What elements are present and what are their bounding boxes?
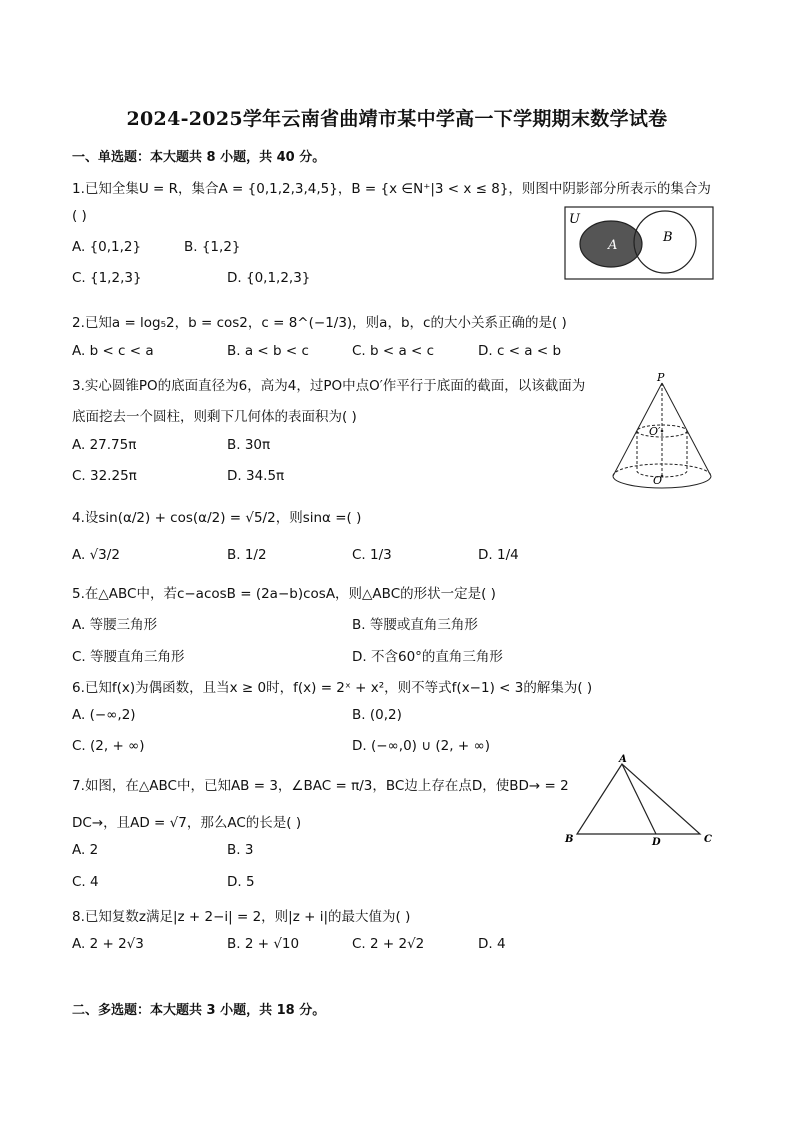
q1-option-a: A. {0,1,2}	[72, 239, 142, 255]
cone-label-o: O	[653, 474, 663, 487]
q3-stem-line2: 底面挖去一个圆柱，则剩下几何体的表面积为( )	[72, 409, 357, 425]
cone-figure	[610, 370, 716, 496]
q1-option-b: B. {1,2}	[184, 239, 241, 255]
venn-label-u: U	[569, 212, 580, 227]
q8-option-c: C. 2 + 2√2	[352, 936, 425, 952]
q5-option-b: B. 等腰或直角三角形	[352, 617, 478, 633]
q6-option-c: C. (2, + ∞)	[72, 738, 145, 754]
q5-option-a: A. 等腰三角形	[72, 617, 158, 633]
cone-label-o-prime: O′	[649, 425, 661, 438]
triangle-label-a: A	[619, 754, 627, 765]
venn-label-b: B	[663, 230, 673, 245]
q5-option-d: D. 不含60°的直角三角形	[352, 649, 503, 665]
q3-option-c: C. 32.25π	[72, 468, 137, 484]
venn-diagram	[562, 205, 716, 281]
q4-option-b: B. 1/2	[227, 547, 267, 563]
q1-option-c: C. {1,2,3}	[72, 270, 142, 286]
q4-option-d: D. 1/4	[478, 547, 519, 563]
q6-option-d: D. (−∞,0) ∪ (2, + ∞)	[352, 738, 490, 754]
triangle-figure	[560, 752, 720, 848]
q2-option-b: B. a < b < c	[227, 343, 309, 359]
q1-option-d: D. {0,1,2,3}	[227, 270, 311, 286]
q7-option-d: D. 5	[227, 874, 255, 890]
q3-option-a: A. 27.75π	[72, 437, 137, 453]
q8-option-a: A. 2 + 2√3	[72, 936, 144, 952]
q4-stem: 4.设sin(α/2) + cos(α/2) = √5/2，则sinα =( )	[72, 510, 362, 526]
triangle-label-d: D	[652, 837, 661, 848]
section-heading-single-choice: 一、单选题：本大题共 8 小题，共 40 分。	[72, 150, 326, 165]
venn-label-a: A	[608, 238, 618, 253]
q5-option-c: C. 等腰直角三角形	[72, 649, 185, 665]
q2-stem: 2.已知a = log₅2，b = cos2，c = 8^(−1/3)，则a，b，c的大小关系正确的是( )	[72, 315, 567, 331]
q1-stem: 1.已知全集U = R，集合A = {0,1,2,3,4,5}，B = {x ∈N⁺|3 < x ≤ 8}，则图中阴影部分所表示的集合为	[72, 181, 711, 197]
q5-stem: 5.在△ABC中，若c−acosB = (2a−b)cosA，则△ABC的形状一定是( )	[72, 586, 496, 602]
q8-stem: 8.已知复数z满足|z + 2−i| = 2，则|z + i|的最大值为( )	[72, 909, 411, 925]
q3-option-d: D. 34.5π	[227, 468, 285, 484]
q7-stem-line1: 7.如图，在△ABC中，已知AB = 3，∠BAC = π/3，BC边上存在点D，使BD→ = 2	[72, 778, 569, 794]
q4-option-c: C. 1/3	[352, 547, 392, 563]
q8-option-d: D. 4	[478, 936, 506, 952]
section-heading-multiple-choice: 二、多选题：本大题共 3 小题，共 18 分。	[72, 1003, 326, 1018]
q6-option-a: A. (−∞,2)	[72, 707, 136, 723]
triangle-label-b: B	[565, 834, 574, 845]
q8-option-b: B. 2 + √10	[227, 936, 300, 952]
q6-option-b: B. (0,2)	[352, 707, 402, 723]
triangle-label-c: C	[704, 834, 712, 845]
q3-stem-line1: 3.实心圆锥PO的底面直径为6，高为4，过PO中点O′作平行于底面的截面，以该截面为	[72, 378, 586, 394]
q7-option-b: B. 3	[227, 842, 254, 858]
q7-stem-line2: DC→，且AD = √7，那么AC的长是( )	[72, 815, 302, 831]
cone-label-p: P	[657, 371, 665, 384]
q7-option-c: C. 4	[72, 874, 99, 890]
q3-option-b: B. 30π	[227, 437, 271, 453]
q2-option-d: D. c < a < b	[478, 343, 562, 359]
q2-option-c: C. b < a < c	[352, 343, 435, 359]
q6-stem: 6.已知f(x)为偶函数，且当x ≥ 0时，f(x) = 2ˣ + x²，则不等式f(x−1) < 3的解集为( )	[72, 680, 593, 696]
q7-option-a: A. 2	[72, 842, 99, 858]
page-title: 2024-2025学年云南省曲靖市某中学高一下学期期末数学试卷	[126, 108, 668, 130]
q1-stem-bracket: ( )	[72, 208, 87, 224]
q2-option-a: A. b < c < a	[72, 343, 154, 359]
q4-option-a: A. √3/2	[72, 547, 120, 563]
